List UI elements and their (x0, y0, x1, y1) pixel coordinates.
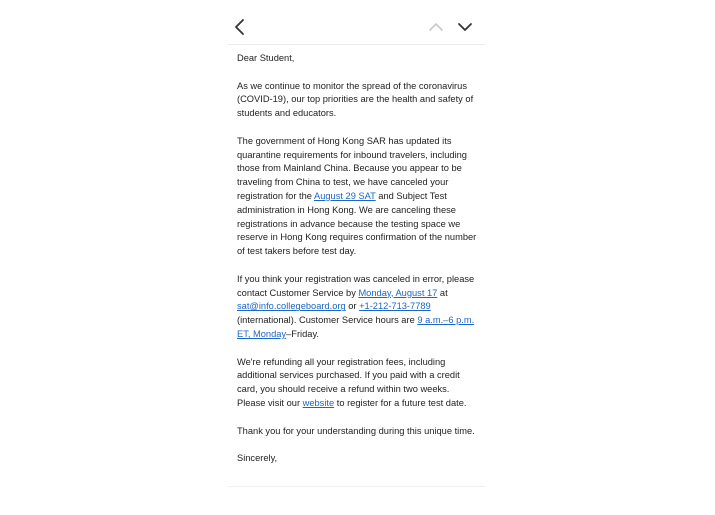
email-address-link[interactable]: sat@info.collegeboard.org (237, 301, 346, 312)
hours-link[interactable]: 9 a.m.–6 p.m. ET, Monday (237, 315, 475, 339)
divider (228, 486, 485, 487)
chevron-up-icon[interactable] (428, 21, 444, 33)
paragraph-text: The government of Hong Kong SAR has updated its quarantine requirements for inbound travelers, including those from Mainland China. Because you appear to be traveling from China to test, we have canceled your registration for the (237, 135, 467, 201)
email-view (228, 0, 485, 488)
paragraph-text: We're refunding all your registration fees, including additional services purchased. If you paid with a credit card, you should receive a refund within two weeks. Please visit our (237, 356, 460, 408)
sat-date-link[interactable]: August 29 SAT (314, 190, 376, 201)
email-greeting: Dear Student, (237, 53, 295, 63)
website-link[interactable]: website (302, 397, 335, 408)
email-paragraph: As we continue to monitor the spread of the coronavirus (COVID-19), our top priorities are the health and safety of students and educators. (237, 80, 474, 119)
email-closing: Sincerely, (237, 453, 278, 464)
deadline-date-link[interactable]: Monday, August 17 (358, 287, 438, 298)
email-paragraph: Thank you for your understanding during this unique time. (237, 425, 475, 436)
email-paragraph (237, 273, 477, 342)
chevron-left-icon[interactable] (232, 18, 248, 36)
paragraph-text: at (437, 287, 448, 298)
paragraph-text: If you think your registration was canceled in error, please contact Customer Service by (237, 273, 475, 298)
email-paragraph (237, 356, 477, 411)
chevron-down-icon[interactable] (457, 21, 473, 33)
paragraph-text: or (345, 301, 360, 312)
paragraph-text: and Subject Test administration in Hong Kong. We are canceling these registrations in advance because the testing space we reserve in Hong Kong requires confirmation of the number of test takers before test day. (237, 190, 477, 257)
paragraph-text: (international). Customer Service hours are (237, 315, 418, 326)
email-paragraph (237, 135, 477, 259)
paragraph-text: –Friday. (286, 328, 319, 339)
phone-link[interactable]: +1-212-713-7789 (359, 301, 431, 312)
email-toolbar (228, 0, 485, 45)
paragraph-text: to register for a future test date. (334, 397, 467, 408)
email-body (237, 52, 477, 480)
